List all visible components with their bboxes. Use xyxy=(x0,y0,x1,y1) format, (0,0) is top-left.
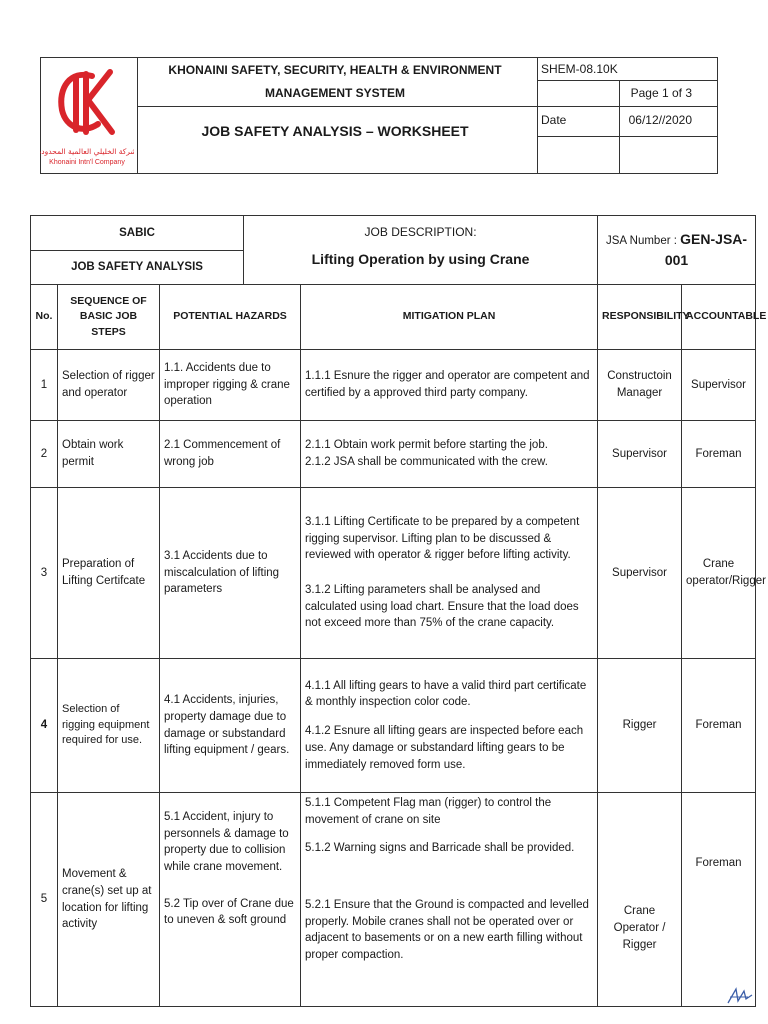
mitigation-item: 2.1.1 Obtain work permit before starting the job. xyxy=(305,439,548,452)
row-mitigation xyxy=(301,421,598,488)
logo-arabic-name: شركة الخليلي العالمية المحدودة xyxy=(40,147,134,156)
col-header-mitigation: MITIGATION PLAN xyxy=(301,285,598,350)
row-hazard xyxy=(160,793,301,1007)
date-value: 06/12//2020 xyxy=(628,113,692,127)
row-accountable: Foreman xyxy=(682,793,756,1007)
document-code: SHEM-08.10K xyxy=(541,62,618,76)
mitigation-item: 5.1.1 Competent Flag man (rigger) to control the movement of crane on site xyxy=(305,797,552,826)
row-step: Movement & crane(s) set up at location for lifting activity xyxy=(58,793,160,1007)
company-logo xyxy=(40,60,134,172)
jsa-number-label: JSA Number : xyxy=(606,235,677,248)
row-number: 4 xyxy=(31,659,58,793)
hazard-item: 5.2 Tip over of Crane due to uneven & soft ground xyxy=(164,897,294,927)
jsa-number-cell xyxy=(598,216,756,285)
document-title: JOB SAFETY ANALYSIS – WORKSHEET xyxy=(201,123,469,139)
row-mitigation xyxy=(301,488,598,659)
mitigation-item: 5.1.2 Warning signs and Barricade shall be provided. xyxy=(305,842,575,855)
row-hazard: 1.1. Accidents due to improper rigging & crane operation xyxy=(160,350,301,421)
mitigation-item: 1.1.1 Esnure the rigger and operator are competent and certified by a approved third party company. xyxy=(305,370,590,399)
table-row xyxy=(31,421,756,488)
row-hazard: 4.1 Accidents, injuries, property damage due to damage or substandard lifting equipment / gears. xyxy=(160,659,301,793)
table-row xyxy=(31,488,756,659)
row-responsibility: Supervisor xyxy=(598,488,682,659)
logo-english-name: Khonaini Intn'l Company xyxy=(49,159,125,166)
analysis-label: JOB SAFETY ANALYSIS xyxy=(31,251,244,285)
mitigation-item: 5.2.1 Ensure that the Ground is compacted and levelled properly. Mobile cranes shall not be operated over or adjacent to basements or on a new earth filling without proper compaction. xyxy=(305,899,589,962)
jsa-number-value: GEN-JSA-001 xyxy=(664,231,748,268)
col-header-hazards: POTENTIAL HAZARDS xyxy=(160,285,301,350)
system-title-line1: KHONAINI SAFETY, SECURITY, HEALTH & ENVIRONMENT xyxy=(168,63,502,77)
date-label: Date xyxy=(541,113,567,127)
signature-initials xyxy=(726,985,754,1007)
row-step: Preparation of Lifting Certifcate xyxy=(58,488,160,659)
hazard-item: 5.1 Accident, injury to personnels & damage to property due to collision while crane movement. xyxy=(164,811,289,874)
row-accountable: Foreman xyxy=(682,659,756,793)
mitigation-item: 4.1.2 Esnure all lifting gears are inspected before each use. Any damage or substandard lifting gears to be immediately removed form use. xyxy=(305,725,584,771)
row-mitigation xyxy=(301,350,598,421)
row-hazard: 2.1 Commencement of wrong job xyxy=(160,421,301,488)
col-header-accountable: ACCOUNTABLE xyxy=(682,285,756,350)
table-row xyxy=(31,350,756,421)
system-title-line2: MANAGEMENT SYSTEM xyxy=(264,86,405,100)
row-accountable: Supervisor xyxy=(682,350,756,421)
row-hazard: 3.1 Accidents due to miscalculation of lifting parameters xyxy=(160,488,301,659)
col-header-steps: SEQUENCE OF BASIC JOB STEPS xyxy=(58,285,160,350)
row-number: 5 xyxy=(31,793,58,1007)
row-accountable: Crane operator/Rigger xyxy=(682,488,756,659)
job-description-cell xyxy=(244,216,598,285)
row-mitigation xyxy=(301,659,598,793)
mitigation-item: 2.1.2 JSA shall be communicated with the crew. xyxy=(305,456,548,468)
table-row xyxy=(31,793,756,1007)
client-name: SABIC xyxy=(31,216,244,251)
mitigation-item: 3.1.1 Lifting Certificate to be prepared by a competent rigging supervisor. Lifting plan to be discussed & reviewed with operator & rigger before lifting activity. xyxy=(305,515,580,562)
job-description-value: Lifting Operation by using Crane xyxy=(311,251,530,268)
row-step: Selection of rigger and operator xyxy=(58,350,160,421)
jsa-table xyxy=(30,215,767,1007)
row-step: Obtain work permit xyxy=(58,421,160,488)
khonaini-logo-icon xyxy=(40,60,134,172)
row-responsibility: Constructoin Manager xyxy=(598,350,682,421)
row-number: 2 xyxy=(31,421,58,488)
row-mitigation xyxy=(301,793,598,1007)
row-accountable: Foreman xyxy=(682,421,756,488)
row-step: Selection of rigging equipment required for use. xyxy=(58,659,160,793)
row-responsibility: Supervisor xyxy=(598,421,682,488)
table-row xyxy=(31,659,756,793)
col-header-no: No. xyxy=(31,285,58,350)
job-description-label: JOB DESCRIPTION: xyxy=(364,225,477,239)
row-number: 3 xyxy=(31,488,58,659)
row-responsibility: Rigger xyxy=(598,659,682,793)
row-responsibility: Crane Operator / Rigger xyxy=(598,793,682,1007)
row-number: 1 xyxy=(31,350,58,421)
mitigation-item: 4.1.1 All lifting gears to have a valid third part certificate & monthly inspection color code. xyxy=(305,679,587,709)
col-header-responsibility: RESPONSIBILITY xyxy=(598,285,682,350)
mitigation-item: 3.1.2 Lifting parameters shall be analysed and calculated using load chart. Ensure that the load does not exceed more than 75% of the crane capacity. xyxy=(305,584,579,630)
page-number: Page 1 of 3 xyxy=(630,86,692,100)
